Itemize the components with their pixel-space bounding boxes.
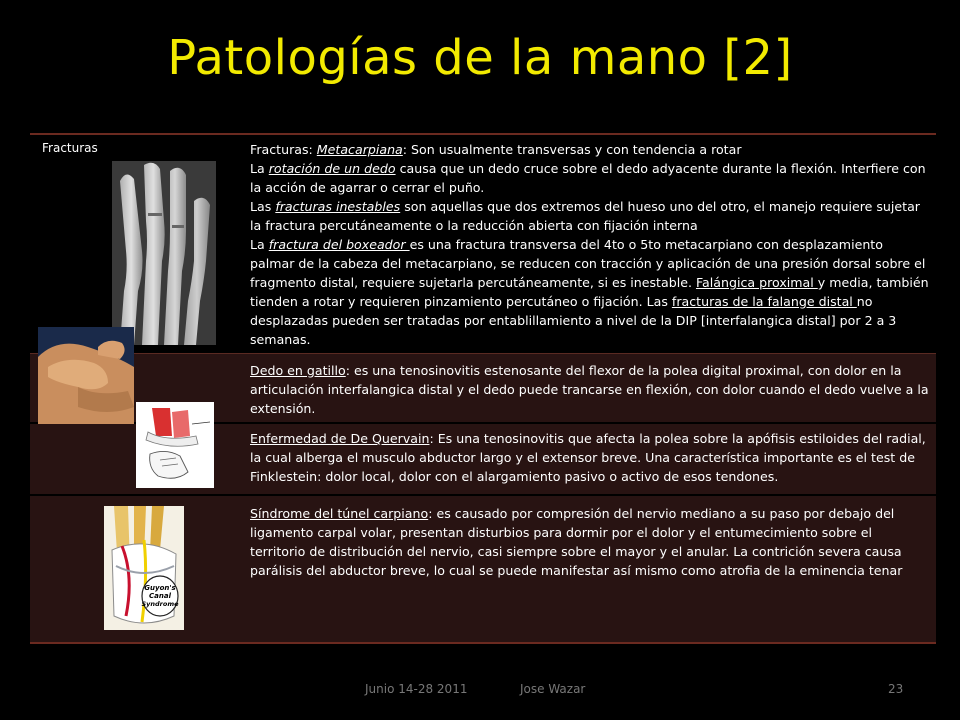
- link-metacarpiana[interactable]: Metacarpiana: [316, 142, 403, 157]
- text-fragment: Las: [250, 199, 276, 214]
- svg-text:Syndrome: Syndrome: [141, 600, 179, 608]
- text-fragment: : Son usualmente transversas y con tendencia a rotar: [402, 142, 742, 157]
- de-quervain-text: [250, 429, 930, 486]
- text-fragment: Fracturas:: [250, 142, 317, 157]
- footer-author: Jose Wazar: [520, 682, 586, 696]
- pathology-table: [30, 133, 936, 643]
- carpal-tunnel-illustration: [104, 506, 184, 630]
- tunel-carpiano-text: [250, 504, 930, 580]
- de-quervain-illustration: [136, 402, 214, 488]
- link-de-quervain[interactable]: Enfermedad de De Quervain: [250, 431, 430, 446]
- text-fragment: La: [250, 161, 269, 176]
- trigger-finger-photo: [38, 327, 134, 424]
- svg-text:Guyon's: Guyon's: [144, 584, 176, 592]
- link-fracturas-falange-distal[interactable]: fracturas de la falange distal: [671, 294, 857, 309]
- link-dedo-gatillo[interactable]: Dedo en gatillo: [250, 363, 346, 378]
- text-fragment: y media, también tienden a rotar y requieren pinzamiento percutáneo o fijación. Las: [250, 275, 929, 309]
- link-fracturas-inestables[interactable]: fracturas inestables: [275, 199, 401, 214]
- text-fragment: causa que un dedo cruce sobre el dedo adyacente durante la flexión. Interfiere con la acción de agarrar o cerrar el puño.: [250, 161, 926, 195]
- slide-title: Patologías de la mano [2]: [167, 30, 793, 86]
- text-fragment: : es una tenosinovitis estenosante del flexor de la polea digital proximal, con dolor en la articulación interfalangica distal y el dedo puede trancarse en flexión, con dolor cuando el dedo vuelve a la extensión.: [250, 363, 929, 416]
- hand-xray-image: [112, 161, 216, 345]
- text-fragment: no desplazadas pueden ser tratadas por entablillamiento a nivel de la DIP [interfalangica distal] por 2 a 3 semanas.: [250, 294, 897, 347]
- text-fragment: La: [250, 237, 269, 252]
- text-fragment: : es causado por compresión del nervio mediano a su paso por debajo del ligamento carpal volar, presentan disturbios para dormir por el dolor y el entumecimiento sobre el territorio de distribución del nervio, casi siempre sobre el mayor y el anular. La contrición severa causa parálisis del abductor breve, lo cual se puede manifestar así mismo como atrofia de la eminencia tenar: [250, 506, 903, 578]
- dedo-gatillo-text: [250, 361, 930, 418]
- svg-text:Canal: Canal: [149, 592, 171, 600]
- link-fractura-boxeador[interactable]: fractura del boxeador: [268, 237, 410, 252]
- table-row-fracturas: [30, 135, 936, 354]
- footer-date: Junio 14-28 2011: [365, 682, 468, 696]
- link-falangica-proximal[interactable]: Falángica proximal: [695, 275, 818, 290]
- footer-page-number: 23: [888, 682, 904, 696]
- text-fragment: son aquellas que dos extremos del hueso uno del otro, el manejo requiere sujetar la fractura percutáneamente o la reducción abierta con fijación interna: [250, 199, 920, 233]
- text-fragment: : Es una tenosinovitis que afecta la polea sobre la apófisis estiloides del radial, la cual alberga el musculo abductor largo y el extensor breve. Una característica importante es el test de Finklestein: dolor local, dolor con el alargamiento pasivo o activo de esos tendones.: [250, 431, 926, 484]
- link-rotacion-dedo[interactable]: rotación de un dedo: [268, 161, 396, 176]
- link-tunel-carpiano[interactable]: Síndrome del túnel carpiano: [250, 506, 429, 521]
- row-label: Fracturas: [42, 141, 98, 155]
- text-fragment: es una fractura transversa del 4to o 5to metacarpiano con desplazamiento palmar de la cabeza del metacarpiano, se reducen con tracción y aplicación de una presión dorsal sobre el fragmento distal, requiere sujetarla percutáneamente, si es inestable.: [250, 237, 926, 290]
- fracturas-text: [250, 140, 930, 349]
